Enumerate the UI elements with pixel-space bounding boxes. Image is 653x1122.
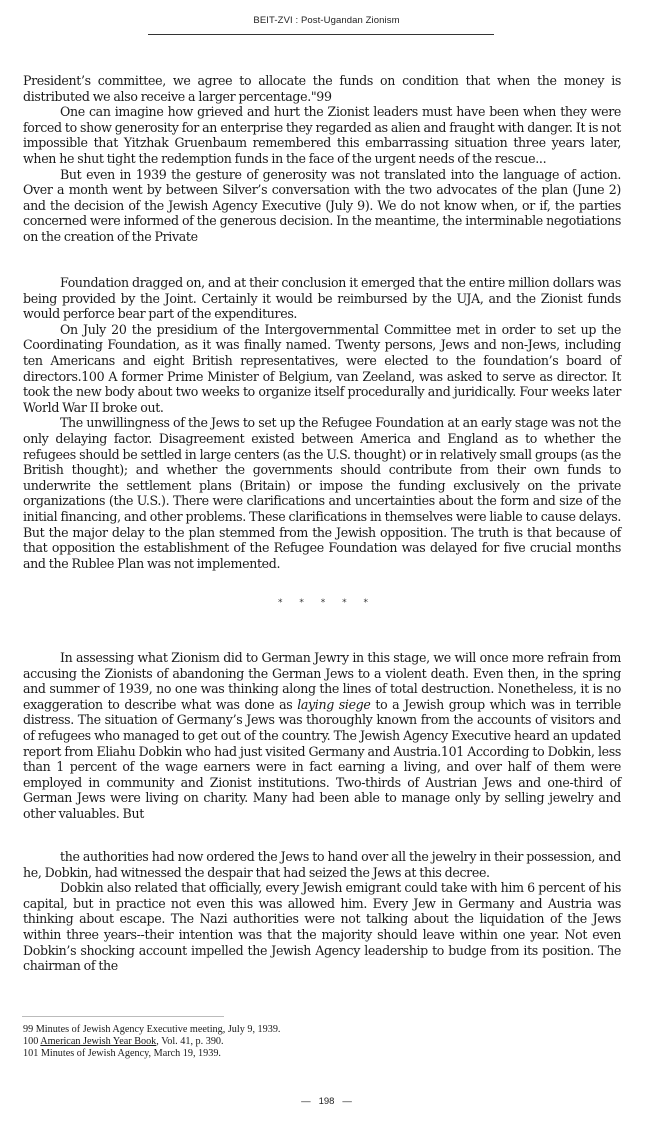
page-number: 198 xyxy=(318,1096,335,1107)
footnote-101 xyxy=(23,1048,583,1060)
paragraph-continuation: the authorities had now ordered the Jews to hand over all the jewelry in their possession, and he, Dobkin, had witnessed the despair that had seized the Jews at this decree. xyxy=(23,849,621,880)
paragraph-continuation: President’s committee, we agree to allocate the funds on condition that when the money is distributed we also receive a larger percentage."99 xyxy=(23,73,621,104)
footnote-text: Minutes of Jewish Agency, March 19, 1939. xyxy=(40,1048,221,1060)
italic-emphasis: laying siege xyxy=(297,696,371,712)
footnote-number: 100 xyxy=(23,1036,39,1048)
footnote-text: Minutes of Jewish Agency Executive meeting, July 9, 1939. xyxy=(35,1024,281,1035)
paragraph: But even in 1939 the gesture of generosity was not translated into the language of action. Over a month went by between Silver’s conversation with the two advocates of the plan (June 2) and the decision of the Jewish Agency Executive (July 9). We do not know when, or if, the parties concerned were informed of the generous decision. In the meantime, the interminable negotiations on the creation of the Private xyxy=(23,166,621,244)
paragraph: On July 20 the presidium of the Intergovernmental Committee met in order to set up the Coordinating Foundation, as it was finally named. Twenty persons, Jews and non-Jews, including ten Americans and eight British representatives, were elected to the foundation’s board of directors.100 A former Prime Minister of Belgium, van Zeeland, was asked to serve as director. It took the new body about two weeks to organize itself procedurally and juridically. Four weeks later World War II broke out. xyxy=(23,321,621,415)
footnote-text: , Vol. 41, p. 390. xyxy=(156,1036,224,1048)
paragraph-text: to a Jewish group which was in terrible distress. The situation of Germany’s Jews was thoroughly known from the accounts of visitors and of refugees who managed to get out of the country. The Jewish Agency Executive heard an updated report from Eliahu Dobkin who had just visited Germany and Austria.101 According to Dobkin, less than 1 percent of the wage earners were in fact earning a living, and over half of them were employed in community and Zionist institutions. Two-thirds of Austrian Jews and one-third of German Jews were living on charity. Many had been able to manage only by selling jewelry and other valuables. But xyxy=(23,696,621,821)
dash-right: — xyxy=(342,1096,352,1107)
running-header-title: BEIT-ZVI : Post-Ugandan Zionism xyxy=(253,15,400,26)
footnote-number: 99 xyxy=(23,1024,34,1035)
text-block-3 xyxy=(23,650,621,822)
paragraph-text: In assessing what Zionism did to German Jewry in this stage, we will once more refrain from accusing the Zionists of abandoning the German Jews to a violent death. Even then, in the spring and summer of 1939, no one was thinking along the lines of total destruction. Nonetheless, it is no exaggeration to describe what was done as xyxy=(23,650,621,712)
text-block-4 xyxy=(23,849,621,974)
text-block-2 xyxy=(23,275,621,571)
footnote-99 xyxy=(23,1024,583,1036)
paragraph: One can imagine how grieved and hurt the Zionist leaders must have been when they were forced to show generosity for an enterprise they regarded as alien and fraught with danger. It is not impossible that Yitzhak Gruenbaum remembered this embarrassing situation three years later, when he shut tight the redemption funds in the face of the urgent needs of the rescue... xyxy=(23,104,621,166)
footnote-title-link[interactable]: American Jewish Year Book xyxy=(40,1036,157,1048)
footnotes xyxy=(23,1024,583,1061)
footnote-100 xyxy=(23,1036,583,1048)
dash-left: — xyxy=(301,1096,311,1107)
paragraph-continuation: Foundation dragged on, and at their conclusion it emerged that the entire million dollars was being provided by the Joint. Certainly it would be reimbursed by the UJA, and the Zionist funds would perforce bear part of the expenditures. xyxy=(23,275,621,322)
text-block-1 xyxy=(23,73,621,245)
paragraph: Dobkin also related that officially, every Jewish emigrant could take with him 6 percent of his capital, but in practice not even this was allowed him. Every Jew in Germany and Austria was thinking about escape. The Nazi authorities were not talking about the liquidation of the Jews within three years--their intention was that the majority should leave within one year. Not even Dobkin’s shocking account impelled the Jewish Agency leadership to budge from its position. The chairman of the xyxy=(23,880,621,974)
header-rule xyxy=(148,34,494,35)
footnote-separator xyxy=(22,1016,224,1017)
paragraph xyxy=(23,650,621,822)
paragraph: The unwillingness of the Jews to set up the Refugee Foundation at an early stage was not the only delaying factor. Disagreement existed between America and England as to whether the refugees should be settled in large centers (as the U.S. thought) or in relatively small groups (as the British thought); and whether the governments should contribute from their own funds to underwrite the settlement plans (Britain) or impose the funding exclusively on the private organizations (the U.S.). There were clarifications and uncertainties about the form and size of the initial financing, and other problems. These clarifications in themselves were liable to cause delays. But the major delay to the plan stemmed from the Jewish opposition. The truth is that because of that opposition the establishment of the Refugee Foundation was delayed for five crucial months and the Rublee Plan was not implemented. xyxy=(23,415,621,571)
section-break-asterisks: * * * * * xyxy=(278,598,375,608)
page-footer xyxy=(0,1096,653,1107)
footnote-number: 101 xyxy=(23,1048,39,1060)
